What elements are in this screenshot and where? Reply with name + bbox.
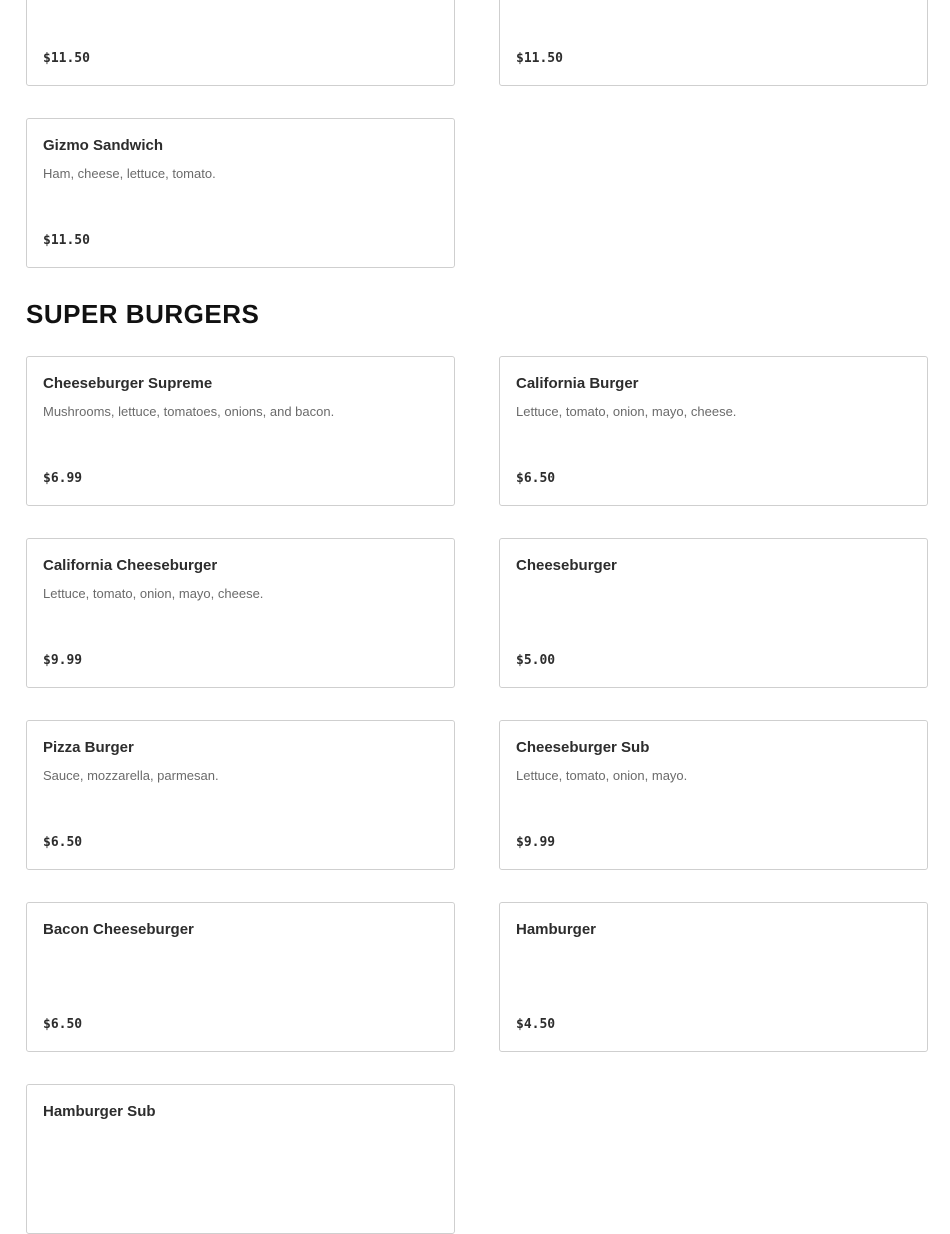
menu-item-name: Gizmo Sandwich: [43, 137, 164, 154]
section-title-super-burgers: SUPER BURGERS: [26, 299, 260, 329]
menu-item-price: $4.50: [516, 1017, 556, 1032]
menu-item-price: $6.99: [43, 471, 83, 486]
menu-item-name: Cheeseburger Supreme: [43, 375, 213, 392]
menu-item-price: $11.50: [43, 233, 90, 248]
menu-item-description: Lettuce, tomato, onion, mayo, cheese.: [43, 586, 264, 601]
menu-item-price: $5.00: [516, 653, 556, 668]
menu-item-description: Ham, cheese, lettuce, tomato.: [43, 166, 216, 181]
menu-item-price: $9.99: [43, 653, 83, 668]
menu-item-card[interactable]: [26, 0, 455, 86]
menu-item-price: $6.50: [43, 835, 83, 850]
menu-item-price: $9.99: [516, 835, 556, 850]
menu-item-cheeseburger[interactable]: [499, 538, 928, 688]
menu-item-name: California Burger: [516, 375, 639, 392]
menu-item-gizmo-sandwich[interactable]: [26, 118, 455, 268]
menu-item-name: Hamburger: [516, 921, 597, 938]
menu-item-name: Hamburger Sub: [43, 1103, 156, 1120]
menu-item-price: $11.50: [516, 51, 563, 66]
menu-item-name: Bacon Cheeseburger: [43, 921, 194, 938]
menu-item-card[interactable]: [499, 0, 928, 86]
menu-item-price: $6.50: [516, 471, 556, 486]
menu-item-california-cheeseburger[interactable]: [26, 538, 455, 688]
menu-item-hamburger[interactable]: [499, 902, 928, 1052]
menu-item-price: $11.50: [43, 51, 90, 66]
menu-item-description: Sauce, mozzarella, parmesan.: [43, 768, 219, 783]
menu-item-hamburger-sub[interactable]: [26, 1084, 455, 1234]
menu-item-description: Mushrooms, lettuce, tomatoes, onions, and bacon.: [43, 404, 335, 419]
menu-item-description: Lettuce, tomato, onion, mayo.: [516, 768, 688, 783]
menu-item-california-burger[interactable]: [499, 356, 928, 506]
menu-item-cheeseburger-supreme[interactable]: [26, 356, 455, 506]
menu-item-name: California Cheeseburger: [43, 557, 218, 574]
menu-item-bacon-cheeseburger[interactable]: [26, 902, 455, 1052]
menu-item-cheeseburger-sub[interactable]: [499, 720, 928, 870]
menu-item-name: Cheeseburger Sub: [516, 739, 650, 756]
menu-item-description: Lettuce, tomato, onion, mayo, cheese.: [516, 404, 737, 419]
menu-item-pizza-burger[interactable]: [26, 720, 455, 870]
menu-item-name: Pizza Burger: [43, 739, 134, 756]
menu-item-name: Cheeseburger: [516, 557, 617, 574]
menu-item-price: $6.50: [43, 1017, 83, 1032]
